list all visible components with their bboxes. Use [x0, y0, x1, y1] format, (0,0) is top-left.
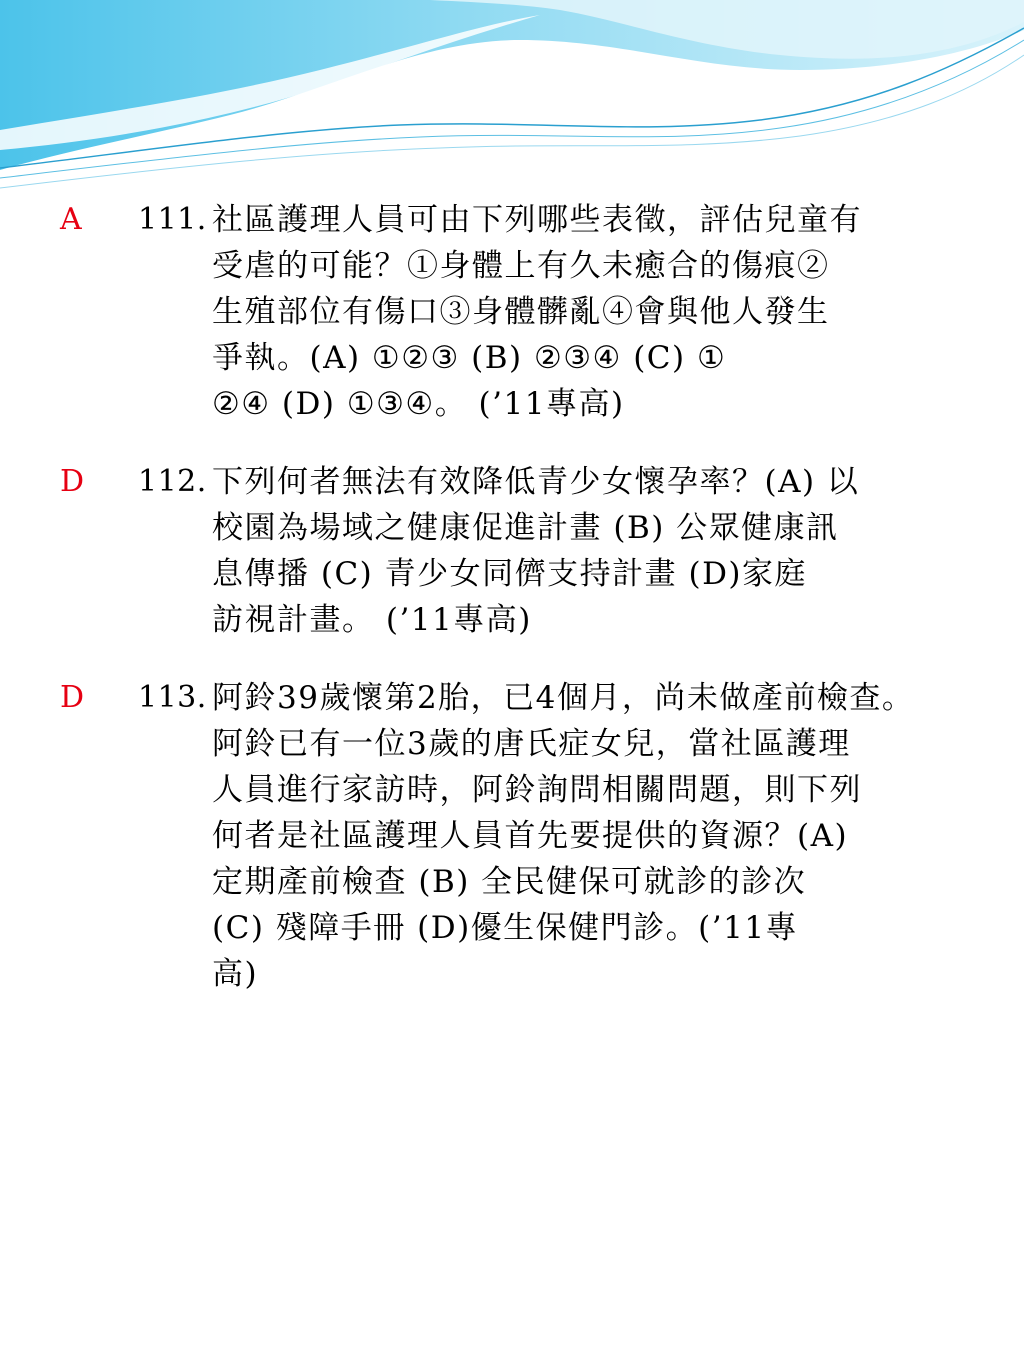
question-text-line: 阿鈴已有一位3歲的唐氏症女兒，當社區護理 [212, 726, 851, 762]
question-text-line: 定期產前檢查 (B) 全民健保可就診的診次 [212, 864, 807, 900]
question-number: 111. [138, 202, 207, 237]
question-number: 113. [138, 680, 207, 715]
question-text-line: 生殖部位有傷口③身體髒亂④會與他人發生 [212, 294, 830, 330]
question-text-line: 阿鈴39歲懷第2胎，已4個月，尚未做產前檢查。 [212, 680, 915, 716]
question-text-line: 社區護理人員可由下列哪些表徵，評估兒童有 [212, 202, 862, 238]
question-text-line: ②④ (D) ①③④。 (’11專高) [212, 386, 625, 422]
question-text-line: 訪視計畫。 (’11專高) [212, 602, 532, 638]
question-text [212, 197, 1006, 427]
answer-label: D [60, 680, 85, 715]
question-text [212, 459, 1006, 643]
question-text-line: 爭執。(A) ①②③ (B) ②③④ (C) ① [212, 340, 727, 376]
question-text-line: 高) [212, 956, 259, 992]
question-text-line: 受虐的可能？①身體上有久未癒合的傷痕② [212, 248, 830, 284]
question-number: 112. [138, 464, 207, 499]
question-text-line: 校園為場域之健康促進計畫 (B) 公眾健康訊 [212, 510, 839, 546]
answer-label: A [60, 202, 82, 237]
question-text-line: 人員進行家訪時，阿鈴詢問相關問題，則下列 [212, 772, 862, 808]
header-wave-decoration [0, 0, 1024, 200]
question-text-line: 下列何者無法有效降低青少女懷孕率？(A) 以 [212, 464, 860, 500]
question-text-line: (C) 殘障手冊 (D)優生保健門診。(’11專 [212, 910, 799, 946]
question-text-line: 何者是社區護理人員首先要提供的資源？(A) [212, 818, 849, 854]
question-text-line: 息傳播 (C) 青少女同儕支持計畫 (D)家庭 [212, 556, 808, 592]
answer-label: D [60, 464, 85, 499]
question-text [212, 675, 1006, 997]
